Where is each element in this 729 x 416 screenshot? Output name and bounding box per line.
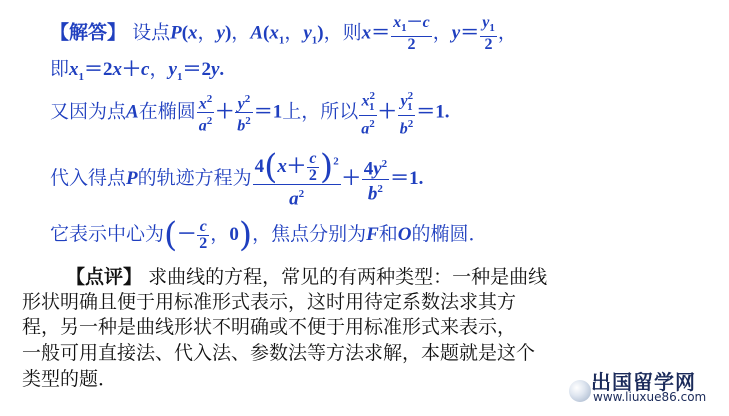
fraction-trajectory: 4(x＋ $\frac{c}{2}$ )$^2$ $a^2$ (254, 147, 339, 210)
review-line-2: 形状明确且便于用标准形式表示，这时用待定系数法求其方 (22, 291, 517, 313)
line1-text: 设点 (132, 21, 171, 44)
line2-text: 即 (50, 58, 70, 80)
line5-and: 和 (378, 223, 398, 245)
line3-on: 上，所以 (282, 100, 359, 123)
watermark-url: www.liuxue86.com (593, 390, 707, 404)
solution-line-3: 又因为点A在椭圆 $\frac{x^2}{a^2}$ ＋ $\frac{y^2}{b^2}$ ＝1上，所以 $\frac{x^2_1}{a^2}$ ＋ $\frac{y^2_1}{b^2}$ ＝1. (50, 90, 450, 137)
watermark-name: 出国留学网 (591, 370, 696, 394)
review-line-1: 【点评】 求曲线的方程，常见的有两种类型：一种是曲线 (66, 266, 548, 288)
line4-text: 代入得点 (50, 167, 127, 190)
solution-tag: 【解答】 (50, 22, 127, 44)
solution-line-1: 【解答】 设点P(x，y)，$A(x_1$，$y_1$)，则x＝ $\frac{x_1-c}{2}$ ，y＝ $\frac{y_1}{2}$ ， (50, 14, 517, 54)
line5-text: 它表示中心为 (50, 223, 165, 245)
solution-line-4: 代入得点P的轨迹方程为 4(x＋ $\frac{c}{2}$ )$^2$ $a^2$ ＋ $\frac{4y^2}{b^2}$ ＝1. (50, 147, 424, 210)
line3-mid: 在椭圆 (138, 100, 196, 123)
fraction-x1-minus-c-over-2: $\frac{x_1-c}{2}$ (393, 14, 430, 54)
solution-line-2: 即$x_1=2x+c$，$y_1=2y$. (50, 58, 225, 83)
watermark-logo (569, 366, 719, 408)
review-tag: 【点评】 (66, 267, 143, 288)
line3-text: 又因为点 (50, 100, 127, 123)
line4-mid: 的轨迹方程为 (137, 167, 252, 190)
globe-icon (569, 380, 591, 402)
line1-then: 则 (342, 21, 362, 44)
fraction-y1-over-2: $\frac{y_1}{2}$ (482, 14, 495, 54)
solution-line-5: 它表示中心为(－ $\frac{c}{2}$ ，0)，焦点分别为F和O的椭圆． (50, 215, 488, 255)
review-line-3: 程，另一种是曲线形状不明确或不便于用标准形式来表示， (22, 316, 517, 338)
line5-end: 的椭圆． (411, 223, 488, 245)
line5-mid: ，焦点分别为 (252, 223, 367, 245)
review-line-4: 一般可用直接法、代入法、参数法等方法求解，本题就是这个 (22, 342, 536, 364)
review-line-5: 类型的题． (22, 368, 118, 390)
